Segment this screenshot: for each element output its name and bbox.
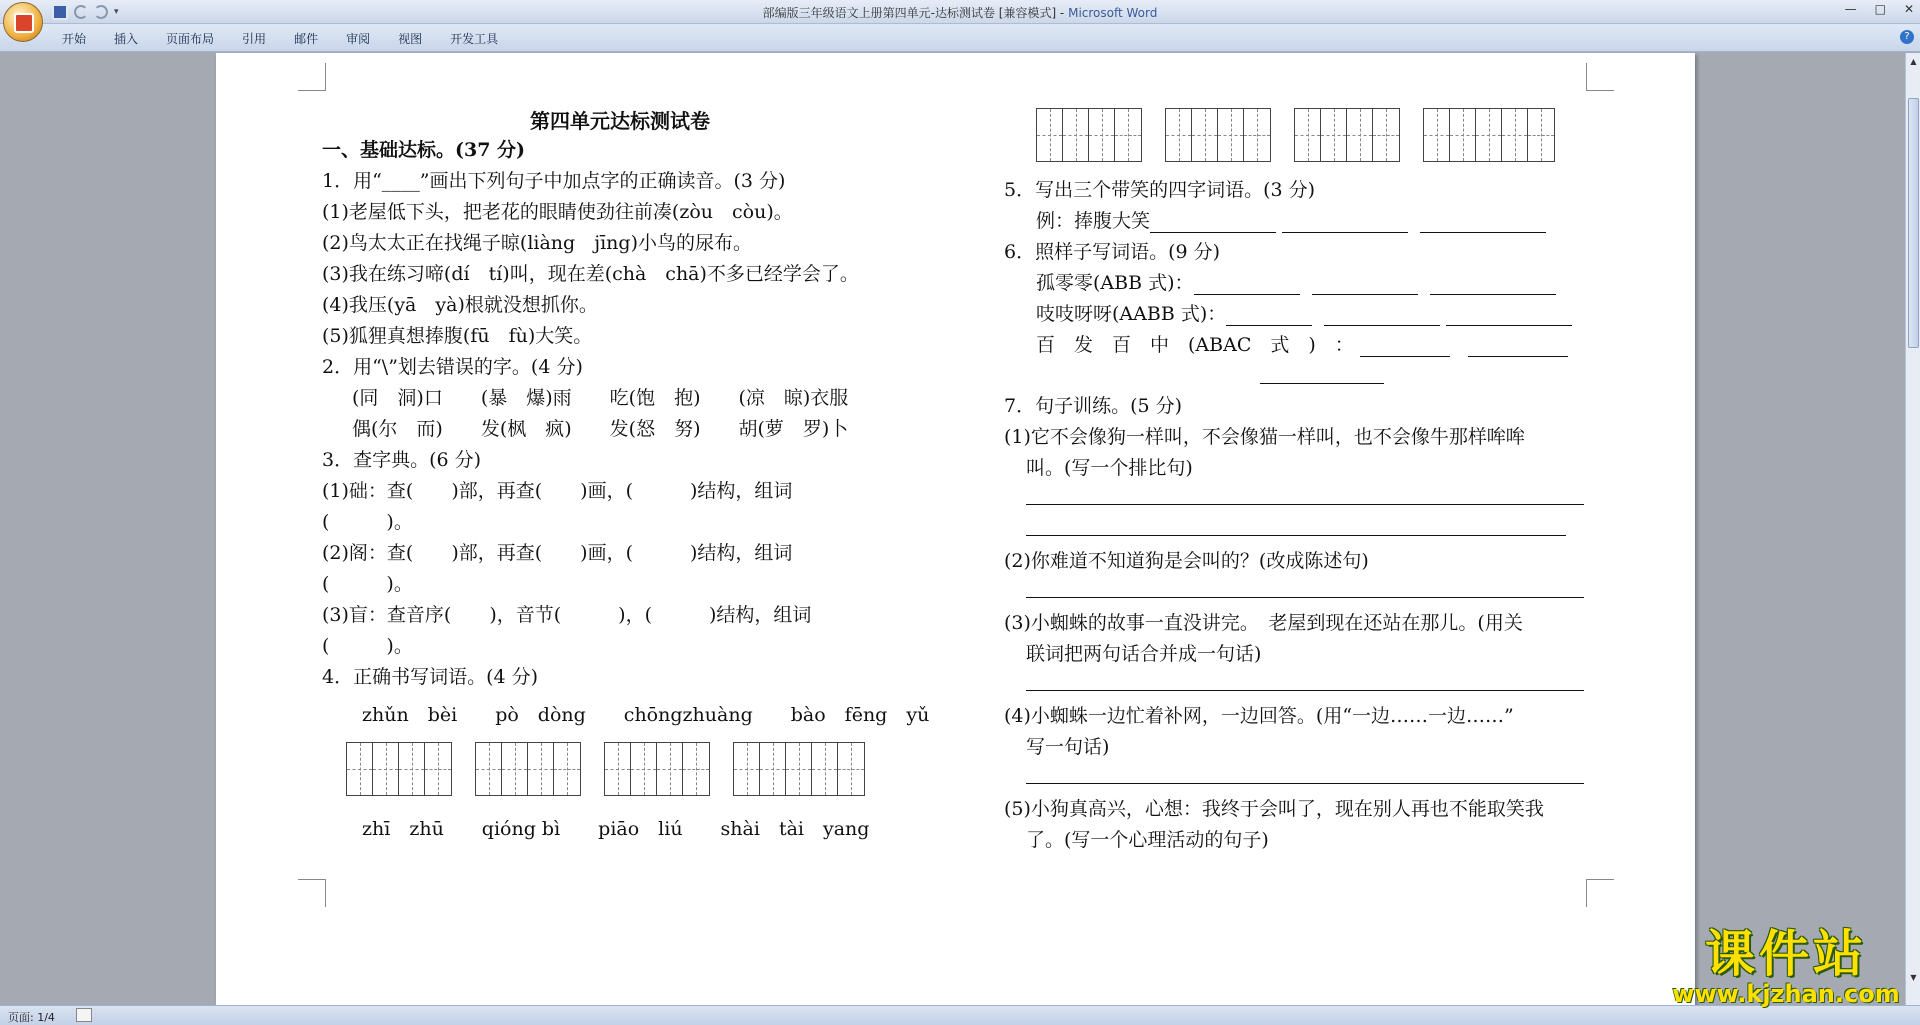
question-3-item: (1)础：查( )部，再查( )画，( )结构，组词 bbox=[322, 480, 793, 502]
question-3: 3．查字典。(6 分) bbox=[322, 449, 482, 471]
watermark-url: www.kjzhan.com bbox=[1672, 980, 1900, 1008]
question-6-label: 孤零零(ABB 式)： bbox=[1036, 272, 1194, 294]
answer-line[interactable] bbox=[1026, 597, 1584, 598]
tab-mailings[interactable]: 邮件 bbox=[294, 32, 319, 46]
answer-blank[interactable] bbox=[1226, 308, 1312, 326]
help-icon[interactable]: ? bbox=[1900, 30, 1914, 44]
tab-references[interactable]: 引用 bbox=[242, 32, 267, 46]
question-1-item: (4)我压(yā yà)根就没想抓你。 bbox=[322, 294, 598, 316]
question-3-item: ( )。 bbox=[322, 511, 413, 533]
scroll-thumb[interactable] bbox=[1908, 98, 1919, 348]
question-2: 2．用“\”划去错误的字。(4 分) bbox=[322, 356, 583, 378]
document-page[interactable] bbox=[216, 53, 1695, 1005]
ribbon-tab-bar bbox=[0, 24, 1920, 52]
question-7: 7．句子训练。(5 分) bbox=[1004, 395, 1183, 417]
question-7-item: 联词把两句话合并成一句话) bbox=[1026, 643, 1262, 665]
question-2-row: (同 洞)口 (暴 爆)雨 吃(饱 抱) (凉 晾)衣服 bbox=[352, 387, 849, 409]
writing-grid[interactable] bbox=[475, 742, 581, 796]
question-1-item: (5)狐狸真想捧腹(fū fù)大笑。 bbox=[322, 325, 593, 347]
office-logo-icon bbox=[14, 13, 34, 33]
answer-blank[interactable] bbox=[1360, 339, 1450, 357]
answer-blank[interactable] bbox=[1420, 215, 1546, 233]
section-heading: 一、基础达标。(37 分) bbox=[322, 139, 526, 161]
writing-grid[interactable] bbox=[1294, 108, 1400, 162]
answer-blank[interactable] bbox=[1312, 277, 1418, 295]
question-7-item: (4)小蜘蛛一边忙着补网，一边回答。(用“一边……一边……” bbox=[1004, 705, 1514, 727]
right-column bbox=[1004, 53, 1604, 893]
question-3-item: ( )。 bbox=[322, 573, 413, 595]
answer-line[interactable] bbox=[1026, 535, 1566, 536]
writing-grid[interactable] bbox=[604, 742, 710, 796]
question-7-item: (5)小狗真高兴，心想：我终于会叫了，现在别人再也不能取笑我 bbox=[1004, 798, 1544, 820]
page-indicator[interactable]: 页面: 1/4 bbox=[8, 1011, 55, 1024]
tab-insert[interactable]: 插入 bbox=[114, 32, 139, 46]
tab-view[interactable]: 视图 bbox=[398, 32, 423, 46]
writing-grid[interactable] bbox=[733, 742, 865, 796]
answer-line[interactable] bbox=[1026, 783, 1584, 784]
question-6-item bbox=[1036, 299, 1572, 326]
answer-blank[interactable] bbox=[1150, 215, 1276, 233]
question-6-label: 百 发 百 中 (ABAC 式 ) ： bbox=[1036, 334, 1354, 356]
watermark-title: 课件站 bbox=[1705, 925, 1867, 983]
answer-blank[interactable] bbox=[1446, 308, 1572, 326]
question-3-item: ( )。 bbox=[322, 635, 413, 657]
status-bar bbox=[0, 1005, 1920, 1025]
minimize-button[interactable]: — bbox=[1844, 2, 1857, 16]
writing-grid[interactable] bbox=[1423, 108, 1555, 162]
question-7-item: 叫。(写一个排比句) bbox=[1026, 457, 1193, 479]
answer-blank[interactable] bbox=[1282, 215, 1408, 233]
proofing-icon[interactable] bbox=[76, 1008, 92, 1022]
question-1-item: (3)我在练习啼(dí tí)叫，现在差(chà chā)不多已经学会了。 bbox=[322, 263, 859, 285]
title-bar bbox=[0, 0, 1920, 24]
answer-line[interactable] bbox=[1026, 504, 1584, 505]
window-controls bbox=[1845, 2, 1914, 16]
answer-blank[interactable] bbox=[1194, 277, 1300, 295]
question-1-item: (2)鸟太太正在找绳子晾(liàng jīng)小鸟的尿布。 bbox=[322, 232, 752, 254]
example-text: 例：捧腹大笑 bbox=[1036, 210, 1151, 232]
question-6-item bbox=[1036, 268, 1556, 295]
app-name: Microsoft Word bbox=[1068, 6, 1158, 20]
question-7-item: (3)小蜘蛛的故事一直没讲完。 老屋到现在还站在那儿。(用关 bbox=[1004, 612, 1523, 634]
pinyin-row: zhǔn bèi pò dòng chōngzhuàng bào fēng yǔ bbox=[362, 704, 930, 726]
customize-qat-icon[interactable]: ▾ bbox=[114, 7, 119, 17]
question-4: 4．正确书写词语。(4 分) bbox=[322, 666, 539, 688]
watermark-logo bbox=[1668, 925, 1904, 1008]
document-area[interactable] bbox=[0, 53, 1905, 1005]
question-1: 1．用“____”画出下列句子中加点字的正确读音。(3 分) bbox=[322, 170, 786, 192]
answer-blank[interactable] bbox=[1324, 308, 1440, 326]
writing-grid[interactable] bbox=[1036, 108, 1142, 162]
answer-blank[interactable] bbox=[1260, 383, 1384, 384]
writing-grid[interactable] bbox=[1165, 108, 1271, 162]
question-2-row: 偶(尔 而) 发(枫 疯) 发(怒 努) 胡(萝 罗)卜 bbox=[352, 418, 849, 440]
office-button[interactable] bbox=[3, 2, 43, 42]
question-7-item: (2)你难道不知道狗是会叫的？(改成陈述句) bbox=[1004, 550, 1369, 572]
maximize-button[interactable]: □ bbox=[1874, 2, 1886, 16]
question-3-item: (3)盲：查音序( )，音节( )，( )结构，组词 bbox=[322, 604, 812, 626]
tab-review[interactable]: 审阅 bbox=[346, 32, 371, 46]
window-title bbox=[0, 4, 1920, 21]
question-6-label: 吱吱呀呀(AABB 式)： bbox=[1036, 303, 1227, 325]
question-7-item: 写一句话) bbox=[1026, 736, 1110, 758]
question-5: 5．写出三个带笑的四字词语。(3 分) bbox=[1004, 179, 1316, 201]
answer-blank[interactable] bbox=[1468, 339, 1568, 357]
answer-blank[interactable] bbox=[1430, 277, 1556, 295]
close-button[interactable]: ✕ bbox=[1903, 2, 1914, 16]
pinyin-row: zhī zhū qióng bì piāo liú shài tài yang bbox=[362, 818, 870, 840]
question-6-item bbox=[1036, 330, 1568, 357]
document-title: 部编版三年级语文上册第四单元-达标测试卷 [兼容模式] - bbox=[762, 6, 1069, 20]
question-6: 6．照样子写词语。(9 分) bbox=[1004, 241, 1221, 263]
question-7-item: (1)它不会像狗一样叫，不会像猫一样叫，也不会像牛那样哞哞 bbox=[1004, 426, 1525, 448]
tab-developer[interactable]: 开发工具 bbox=[450, 32, 499, 46]
left-column bbox=[322, 53, 930, 893]
answer-line[interactable] bbox=[1026, 690, 1584, 691]
tab-page-layout[interactable]: 页面布局 bbox=[166, 32, 215, 46]
question-7-item: 了。(写一个心理活动的句子) bbox=[1026, 829, 1269, 851]
writing-grid[interactable] bbox=[346, 742, 452, 796]
question-5-example bbox=[1036, 206, 1546, 233]
scroll-down-icon[interactable]: ▼ bbox=[1910, 973, 1917, 982]
tab-home[interactable]: 开始 bbox=[62, 32, 87, 46]
question-3-item: (2)阁：查( )部，再查( )画，( )结构，组词 bbox=[322, 542, 793, 564]
scroll-up-icon[interactable]: ▲ bbox=[1910, 57, 1917, 66]
doc-title: 第四单元达标测试卷 bbox=[530, 109, 710, 133]
question-1-item: (1)老屋低下头，把老花的眼睛使劲往前凑(zòu còu)。 bbox=[322, 201, 793, 223]
vertical-scrollbar[interactable] bbox=[1905, 53, 1920, 1005]
